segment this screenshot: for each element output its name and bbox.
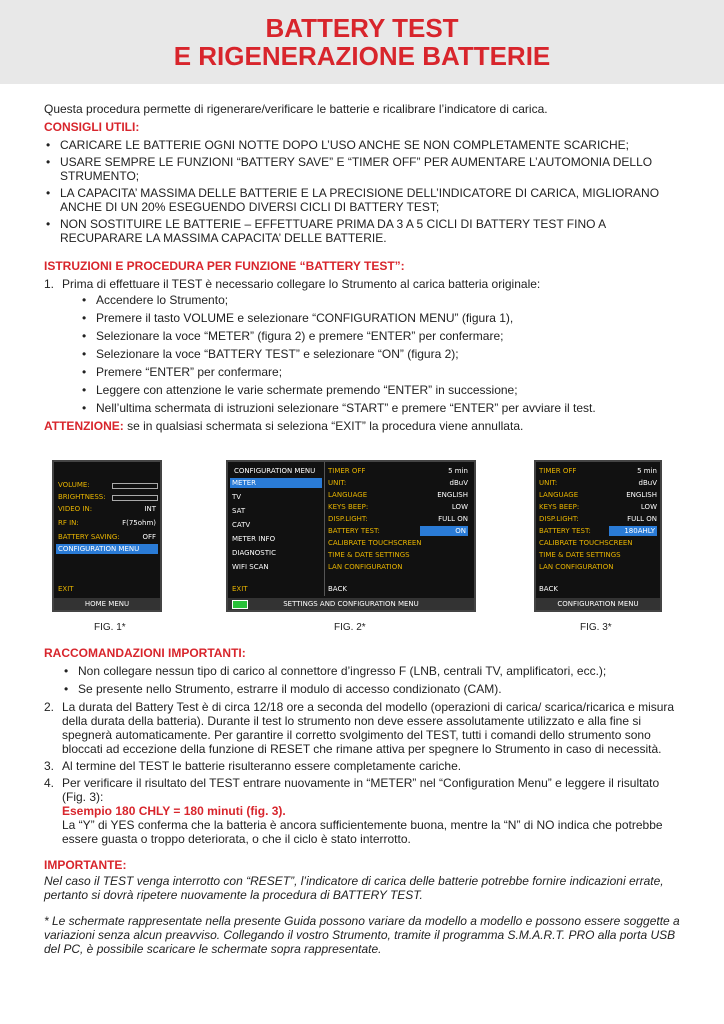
step-number: 3. xyxy=(44,759,55,773)
importante-text: Nel caso il TEST venga interrotto con “RESET”, l’indicatore di carica delle batterie potrebbe fornire indicazioni errate, pertanto si dovrà ripetere nuovamente la procedura di BATTERY TEST. xyxy=(44,874,664,902)
fig2-left-item: TV xyxy=(232,493,242,501)
importante-title: IMPORTANTE: xyxy=(44,858,127,872)
fig2-row-label: LAN CONFIGURATION xyxy=(328,563,403,571)
consigli-list xyxy=(44,138,684,245)
fig2-left-item: METER INFO xyxy=(232,535,276,543)
list-item: • Nell’ultima schermata di istruzioni selezionare “START” e premere “ENTER” per avviare il test. xyxy=(80,401,684,415)
figures-area xyxy=(44,460,684,640)
fig1-exit: EXIT xyxy=(58,585,74,593)
fig1-footer: HOME MENU xyxy=(54,598,160,610)
list-item: • Leggere con attenzione le varie schermate premendo “ENTER” in successione; xyxy=(80,383,684,397)
volume-slider-icon xyxy=(112,483,158,489)
fig1-row-label: BATTERY SAVING: xyxy=(58,533,120,541)
attenzione-label: ATTENZIONE: xyxy=(44,419,124,433)
fig2-footer-label: SETTINGS AND CONFIGURATION MENU xyxy=(283,600,419,608)
content-top xyxy=(44,102,684,433)
fig2-row-label: CALIBRATE TOUCHSCREEN xyxy=(328,539,422,547)
fig2-row-label: TIME & DATE SETTINGS xyxy=(328,551,410,559)
list-item: • CARICARE LE BATTERIE OGNI NOTTE DOPO L’USO ANCHE SE NON COMPLETAMENTE SCARICHE; xyxy=(44,138,684,152)
step-number: 1. xyxy=(44,277,55,291)
brightness-slider-icon xyxy=(112,495,158,501)
fig3-row-label: DISP.LIGHT: xyxy=(539,515,579,523)
fig3-row-label: LAN CONFIGURATION xyxy=(539,563,614,571)
fig3-row-label: TIMER OFF xyxy=(539,467,577,475)
fig1-row-selected: CONFIGURATION MENU xyxy=(56,544,158,554)
page-title-line1: BATTERY TEST xyxy=(265,13,459,43)
raccomandazioni-title: RACCOMANDAZIONI IMPORTANTI: xyxy=(44,646,246,660)
fig2-left-item-selected: METER xyxy=(230,478,322,488)
step-text: Al termine del TEST le batterie risulteranno essere completamente cariche. xyxy=(62,759,462,773)
fig1-row-value: F(75ohm) xyxy=(122,519,156,527)
step4-note: La “Y” di YES conferma che la batteria è ancora sufficientemente buona, mentre la “N” di NO indica che potrebbe essere guasta o troppo deteriorata, o che il ciclo è stato interrotto. xyxy=(62,818,663,846)
step-text: Per verificare il risultato del TEST entrare nuovamente in “METER” nel “Configuration Menu” e leggere il risultato (Fig. 3): xyxy=(62,776,660,804)
fig3-row-value: FULL ON xyxy=(627,515,657,523)
fig1-row-label: RF IN: xyxy=(58,519,79,527)
list-item: • Accendere lo Strumento; xyxy=(80,293,684,307)
fig2-row-value: LOW xyxy=(451,503,468,511)
list-item: • Se presente nello Strumento, estrarre il modulo di accesso condizionato (CAM). xyxy=(62,682,684,696)
fig2-back: BACK xyxy=(328,585,347,593)
fig2-left-item: SAT xyxy=(232,507,246,515)
fig3-row-value: 5 min xyxy=(637,467,657,475)
fig3-footer: CONFIGURATION MENU xyxy=(536,598,660,610)
page-title-line2: E RIGENERAZIONE BATTERIE xyxy=(173,41,551,71)
fig2-row-value-selected: ON xyxy=(420,526,468,536)
footnote-text: * Le schermate rappresentate nella presente Guida possono variare da modello a modello e possono essere soggette a variazioni senza alcun preavviso. Collegando il vostro Strumento, tramite il programma S.M.A.R.T. PRO alla porta USB del PC, è possibile scaricare le schermate sopra rappresentate. xyxy=(44,914,680,956)
fig1-screen xyxy=(52,460,162,612)
list-item: • NON SOSTITUIRE LE BATTERIE – EFFETTUARE PRIMA DA 3 A 5 CICLI DI BATTERY TEST FINO A RECUPARARE LA MASSIMA CAPACITA’ DELLE BATTERIE. xyxy=(44,217,684,245)
raccomandazioni-list xyxy=(44,664,684,696)
fig3-screen xyxy=(534,460,662,612)
istruzioni-title: ISTRUZIONI E PROCEDURA PER FUNZIONE “BATTERY TEST”: xyxy=(44,259,405,273)
fig2-left-title: CONFIGURATION MENU xyxy=(234,467,316,475)
list-item: • LA CAPACITA’ MASSIMA DELLE BATTERIE E LA PRECISIONE DELL’INDICATORE DI CARICA, MIGLIORANO ANCHE DI UN 20% ESEGUENDO DIVERSI CICLI DI BATTERY TEST; xyxy=(44,186,684,214)
fig3-back: BACK xyxy=(539,585,558,593)
battery-icon xyxy=(232,600,248,609)
fig2-footer xyxy=(228,598,474,610)
fig2-row-label: KEYS BEEP: xyxy=(328,503,369,511)
intro-text: Questa procedura permette di rigenerare/verificare le batterie e ricalibrare l’indicatore di carica. xyxy=(44,102,548,116)
raccomandazioni-steps xyxy=(44,700,684,846)
fig2-right-panel xyxy=(326,462,470,596)
list-item: • Selezionare la voce “BATTERY TEST” e selezionare “ON” (figura 2); xyxy=(80,347,684,361)
attenzione-text: se in qualsiasi schermata si seleziona “EXIT” la procedura viene annullata. xyxy=(123,419,524,433)
fig3-row-label: TIME & DATE SETTINGS xyxy=(539,551,621,559)
content-bottom xyxy=(44,646,684,956)
fig2-row-label: UNIT: xyxy=(328,479,347,487)
fig1-row-label: BRIGHTNESS: xyxy=(58,493,106,501)
fig2-row-value: dBuV xyxy=(449,479,468,487)
fig3-row-value: ENGLISH xyxy=(626,491,657,499)
step-text: Prima di effettuare il TEST è necessario collegare lo Strumento al carica batteria originale: xyxy=(62,277,541,291)
page-header xyxy=(0,0,724,84)
fig2-caption: FIG. 2* xyxy=(334,622,366,633)
fig2-row-value: 5 min xyxy=(448,467,468,475)
fig1-row-value: INT xyxy=(144,505,156,513)
list-item: • Non collegare nessun tipo di carico al connettore d’ingresso F (LNB, centrali TV, amplificatori, ecc.); xyxy=(62,664,684,678)
list-item xyxy=(44,759,684,773)
fig1-row-value: OFF xyxy=(142,533,156,541)
list-item: • Selezionare la voce “METER” (figura 2) e premere “ENTER” per confermare; xyxy=(80,329,684,343)
fig2-row-label: BATTERY TEST: xyxy=(328,527,380,535)
fig2-row-label: LANGUAGE xyxy=(328,491,368,499)
fig2-row-value: ENGLISH xyxy=(437,491,468,499)
fig2-left-panel xyxy=(228,462,325,596)
fig2-row-label: TIMER OFF xyxy=(328,467,366,475)
fig3-caption: FIG. 3* xyxy=(580,622,612,633)
fig1-row-label: VOLUME: xyxy=(58,481,90,489)
step-text: La durata del Battery Test è di circa 12/18 ore a seconda del modello (operazioni di carica/ scarica/ricarica e misura della durata della batteria). Durante il test lo strumento non deve essere assolutamente utilizzato e alla fine si spegnerà automaticamente. Per garantire il corretto svolgimento del TEST, tutti i comandi dello strumento sono bloccati ad eccezione della funzione di RESET che rimane attiva per spegnere lo Strumento in caso di necessità. xyxy=(62,700,675,756)
fig2-left-item: CATV xyxy=(232,521,251,529)
list-item xyxy=(44,277,684,415)
fig2-row-value: FULL ON xyxy=(438,515,468,523)
fig2-screen xyxy=(226,460,476,612)
step-number: 4. xyxy=(44,776,55,790)
fig3-row-label: CALIBRATE TOUCHSCREEN xyxy=(539,539,633,547)
fig3-row-label: KEYS BEEP: xyxy=(539,503,580,511)
fig3-row-value: LOW xyxy=(640,503,657,511)
fig3-row-value: dBuV xyxy=(638,479,657,487)
list-item: • Premere il tasto VOLUME e selezionare “CONFIGURATION MENU” (figura 1), xyxy=(80,311,684,325)
fig1-caption: FIG. 1* xyxy=(94,622,126,633)
esempio-text: Esempio 180 CHLY = 180 minuti (fig. 3). xyxy=(62,804,286,818)
consigli-title: CONSIGLI UTILI: xyxy=(44,120,140,134)
fig2-left-item: WIFI SCAN xyxy=(232,563,269,571)
fig3-row-label: BATTERY TEST: xyxy=(539,527,591,535)
istruzioni-sublist xyxy=(62,293,684,415)
fig3-row-label: LANGUAGE xyxy=(539,491,579,499)
fig3-row-label: UNIT: xyxy=(539,479,558,487)
istruzioni-steps xyxy=(44,277,684,415)
fig2-left-item: DIAGNOSTIC xyxy=(232,549,276,557)
fig1-row-label: VIDEO IN: xyxy=(58,505,93,513)
list-item: • USARE SEMPRE LE FUNZIONI “BATTERY SAVE” E “TIMER OFF” PER AUMENTARE L’AUTOMONIA DELLO STRUMENTO; xyxy=(44,155,684,183)
attenzione-note xyxy=(44,419,684,433)
fig3-row-value-selected: 180AHLY xyxy=(609,526,657,536)
list-item xyxy=(44,700,684,756)
list-item xyxy=(44,776,684,846)
step-number: 2. xyxy=(44,700,55,714)
fig2-left-exit: EXIT xyxy=(232,585,248,593)
list-item: • Premere “ENTER” per confermare; xyxy=(80,365,684,379)
fig2-row-label: DISP.LIGHT: xyxy=(328,515,368,523)
